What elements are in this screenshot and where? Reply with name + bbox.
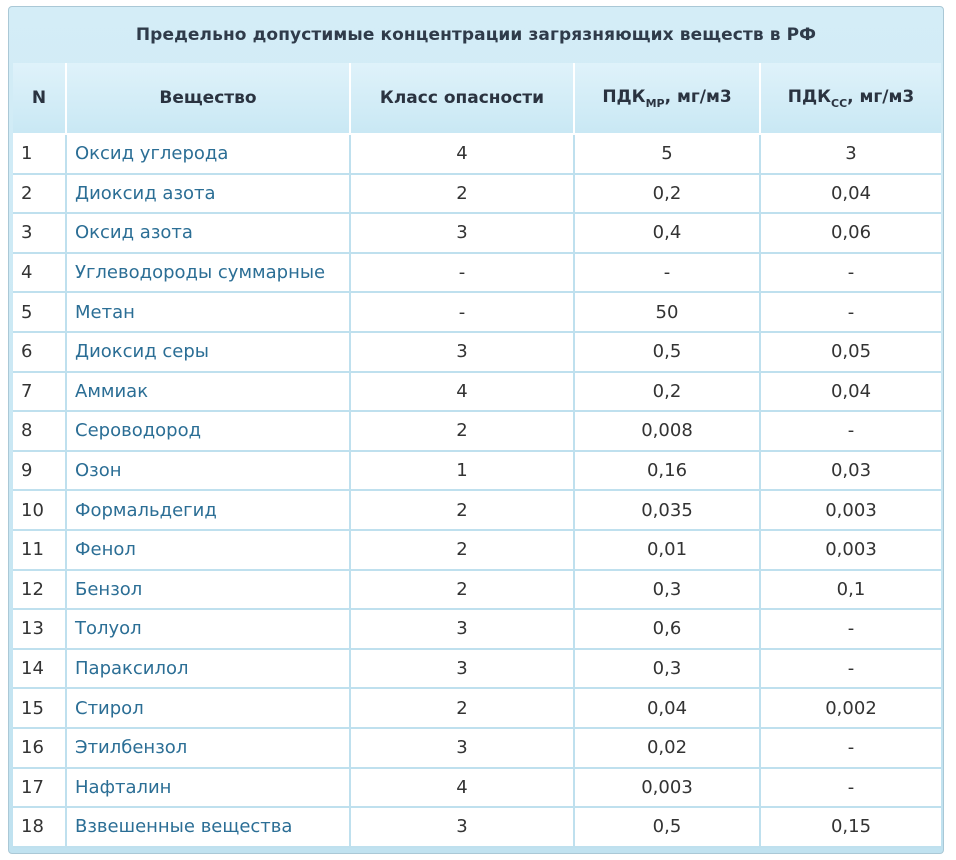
cell-number: 18 [13, 808, 67, 848]
cell-pdk-mr: 0,2 [575, 373, 761, 413]
cell-number: 9 [13, 452, 67, 492]
cell-pdk-mr: 5 [575, 135, 761, 175]
header-pdk-mr-base: ПДК [602, 86, 646, 107]
cell-pdk-ss: 0,1 [761, 571, 941, 611]
cell-pdk-mr: 0,2 [575, 175, 761, 215]
cell-substance: Бензол [67, 571, 351, 611]
cell-pdk-ss: - [761, 650, 941, 690]
table-row [13, 729, 941, 769]
cell-number: 3 [13, 214, 67, 254]
cell-hazard-class: - [351, 254, 575, 294]
table-frame [8, 6, 944, 854]
cell-substance: Сероводород [67, 412, 351, 452]
cell-pdk-mr: 0,003 [575, 769, 761, 809]
table-row [13, 531, 941, 571]
cell-substance: Оксид углерода [67, 135, 351, 175]
cell-pdk-mr: 50 [575, 293, 761, 333]
cell-pdk-ss: 0,06 [761, 214, 941, 254]
cell-pdk-mr: 0,02 [575, 729, 761, 769]
cell-pdk-mr: 0,4 [575, 214, 761, 254]
cell-pdk-ss: - [761, 293, 941, 333]
table-row [13, 610, 941, 650]
table-row [13, 175, 941, 215]
header-substance: Вещество [67, 63, 351, 135]
cell-pdk-mr: 0,3 [575, 650, 761, 690]
cell-pdk-mr: 0,6 [575, 610, 761, 650]
table-header-row [13, 63, 941, 135]
cell-number: 6 [13, 333, 67, 373]
cell-substance: Метан [67, 293, 351, 333]
cell-pdk-mr: 0,01 [575, 531, 761, 571]
table-row [13, 333, 941, 373]
cell-pdk-ss: 0,03 [761, 452, 941, 492]
cell-number: 10 [13, 491, 67, 531]
cell-hazard-class: - [351, 293, 575, 333]
cell-pdk-mr: 0,04 [575, 689, 761, 729]
cell-substance: Этилбензол [67, 729, 351, 769]
cell-pdk-ss: 3 [761, 135, 941, 175]
cell-substance: Озон [67, 452, 351, 492]
cell-hazard-class: 2 [351, 571, 575, 611]
cell-number: 4 [13, 254, 67, 294]
table-row [13, 293, 941, 333]
header-pdk-ss [761, 63, 941, 135]
header-pdk-ss-sub: СС [831, 96, 848, 110]
cell-hazard-class: 4 [351, 135, 575, 175]
cell-pdk-ss: - [761, 412, 941, 452]
cell-pdk-ss: 0,15 [761, 808, 941, 848]
cell-pdk-mr: 0,16 [575, 452, 761, 492]
cell-pdk-ss: 0,003 [761, 531, 941, 571]
cell-pdk-ss: - [761, 610, 941, 650]
cell-hazard-class: 3 [351, 610, 575, 650]
cell-pdk-ss: 0,002 [761, 689, 941, 729]
cell-pdk-mr: 0,008 [575, 412, 761, 452]
table-row [13, 452, 941, 492]
cell-substance: Оксид азота [67, 214, 351, 254]
cell-number: 5 [13, 293, 67, 333]
header-pdk-ss-base: ПДК [787, 86, 831, 107]
table-row [13, 650, 941, 690]
cell-pdk-mr: 0,5 [575, 808, 761, 848]
cell-hazard-class: 3 [351, 214, 575, 254]
cell-pdk-mr: 0,035 [575, 491, 761, 531]
cell-substance: Параксилол [67, 650, 351, 690]
table-row [13, 769, 941, 809]
header-pdk-ss-unit: , мг/м3 [847, 86, 915, 107]
cell-substance: Взвешенные вещества [67, 808, 351, 848]
cell-substance: Фенол [67, 531, 351, 571]
header-n: N [13, 63, 67, 135]
cell-pdk-ss: - [761, 769, 941, 809]
table-row [13, 373, 941, 413]
cell-number: 13 [13, 610, 67, 650]
cell-hazard-class: 3 [351, 808, 575, 848]
table-row [13, 491, 941, 531]
cell-hazard-class: 2 [351, 531, 575, 571]
cell-number: 8 [13, 412, 67, 452]
cell-substance: Стирол [67, 689, 351, 729]
cell-pdk-ss: - [761, 254, 941, 294]
table-row [13, 214, 941, 254]
table-row [13, 254, 941, 294]
table-row [13, 571, 941, 611]
header-pdk-mr-sub: МР [645, 96, 665, 110]
cell-substance: Аммиак [67, 373, 351, 413]
table-row [13, 689, 941, 729]
cell-pdk-ss: - [761, 729, 941, 769]
cell-substance: Нафталин [67, 769, 351, 809]
header-hazard-class: Класс опасности [351, 63, 575, 135]
cell-pdk-ss: 0,05 [761, 333, 941, 373]
cell-hazard-class: 3 [351, 729, 575, 769]
cell-hazard-class: 2 [351, 175, 575, 215]
cell-number: 7 [13, 373, 67, 413]
cell-number: 14 [13, 650, 67, 690]
header-pdk-mr-unit: , мг/м3 [664, 86, 732, 107]
cell-substance: Толуол [67, 610, 351, 650]
cell-pdk-mr: - [575, 254, 761, 294]
cell-hazard-class: 4 [351, 373, 575, 413]
table-row [13, 412, 941, 452]
cell-hazard-class: 3 [351, 333, 575, 373]
cell-pdk-ss: 0,003 [761, 491, 941, 531]
cell-number: 12 [13, 571, 67, 611]
cell-substance: Диоксид серы [67, 333, 351, 373]
cell-hazard-class: 2 [351, 412, 575, 452]
cell-pdk-ss: 0,04 [761, 175, 941, 215]
page-title: Предельно допустимые концентрации загрязняющих веществ в РФ [135, 25, 817, 45]
cell-pdk-mr: 0,3 [575, 571, 761, 611]
cell-number: 1 [13, 135, 67, 175]
table-row [13, 808, 941, 848]
cell-pdk-ss: 0,04 [761, 373, 941, 413]
cell-hazard-class: 1 [351, 452, 575, 492]
cell-substance: Углеводороды суммарные [67, 254, 351, 294]
cell-pdk-mr: 0,5 [575, 333, 761, 373]
table-row [13, 135, 941, 175]
header-pdk-mr [575, 63, 761, 135]
cell-number: 11 [13, 531, 67, 571]
cell-number: 17 [13, 769, 67, 809]
cell-hazard-class: 2 [351, 689, 575, 729]
cell-number: 15 [13, 689, 67, 729]
cell-hazard-class: 4 [351, 769, 575, 809]
cell-substance: Диоксид азота [67, 175, 351, 215]
cell-substance: Формальдегид [67, 491, 351, 531]
cell-number: 16 [13, 729, 67, 769]
cell-number: 2 [13, 175, 67, 215]
cell-hazard-class: 3 [351, 650, 575, 690]
cell-hazard-class: 2 [351, 491, 575, 531]
pdk-table [13, 63, 941, 848]
